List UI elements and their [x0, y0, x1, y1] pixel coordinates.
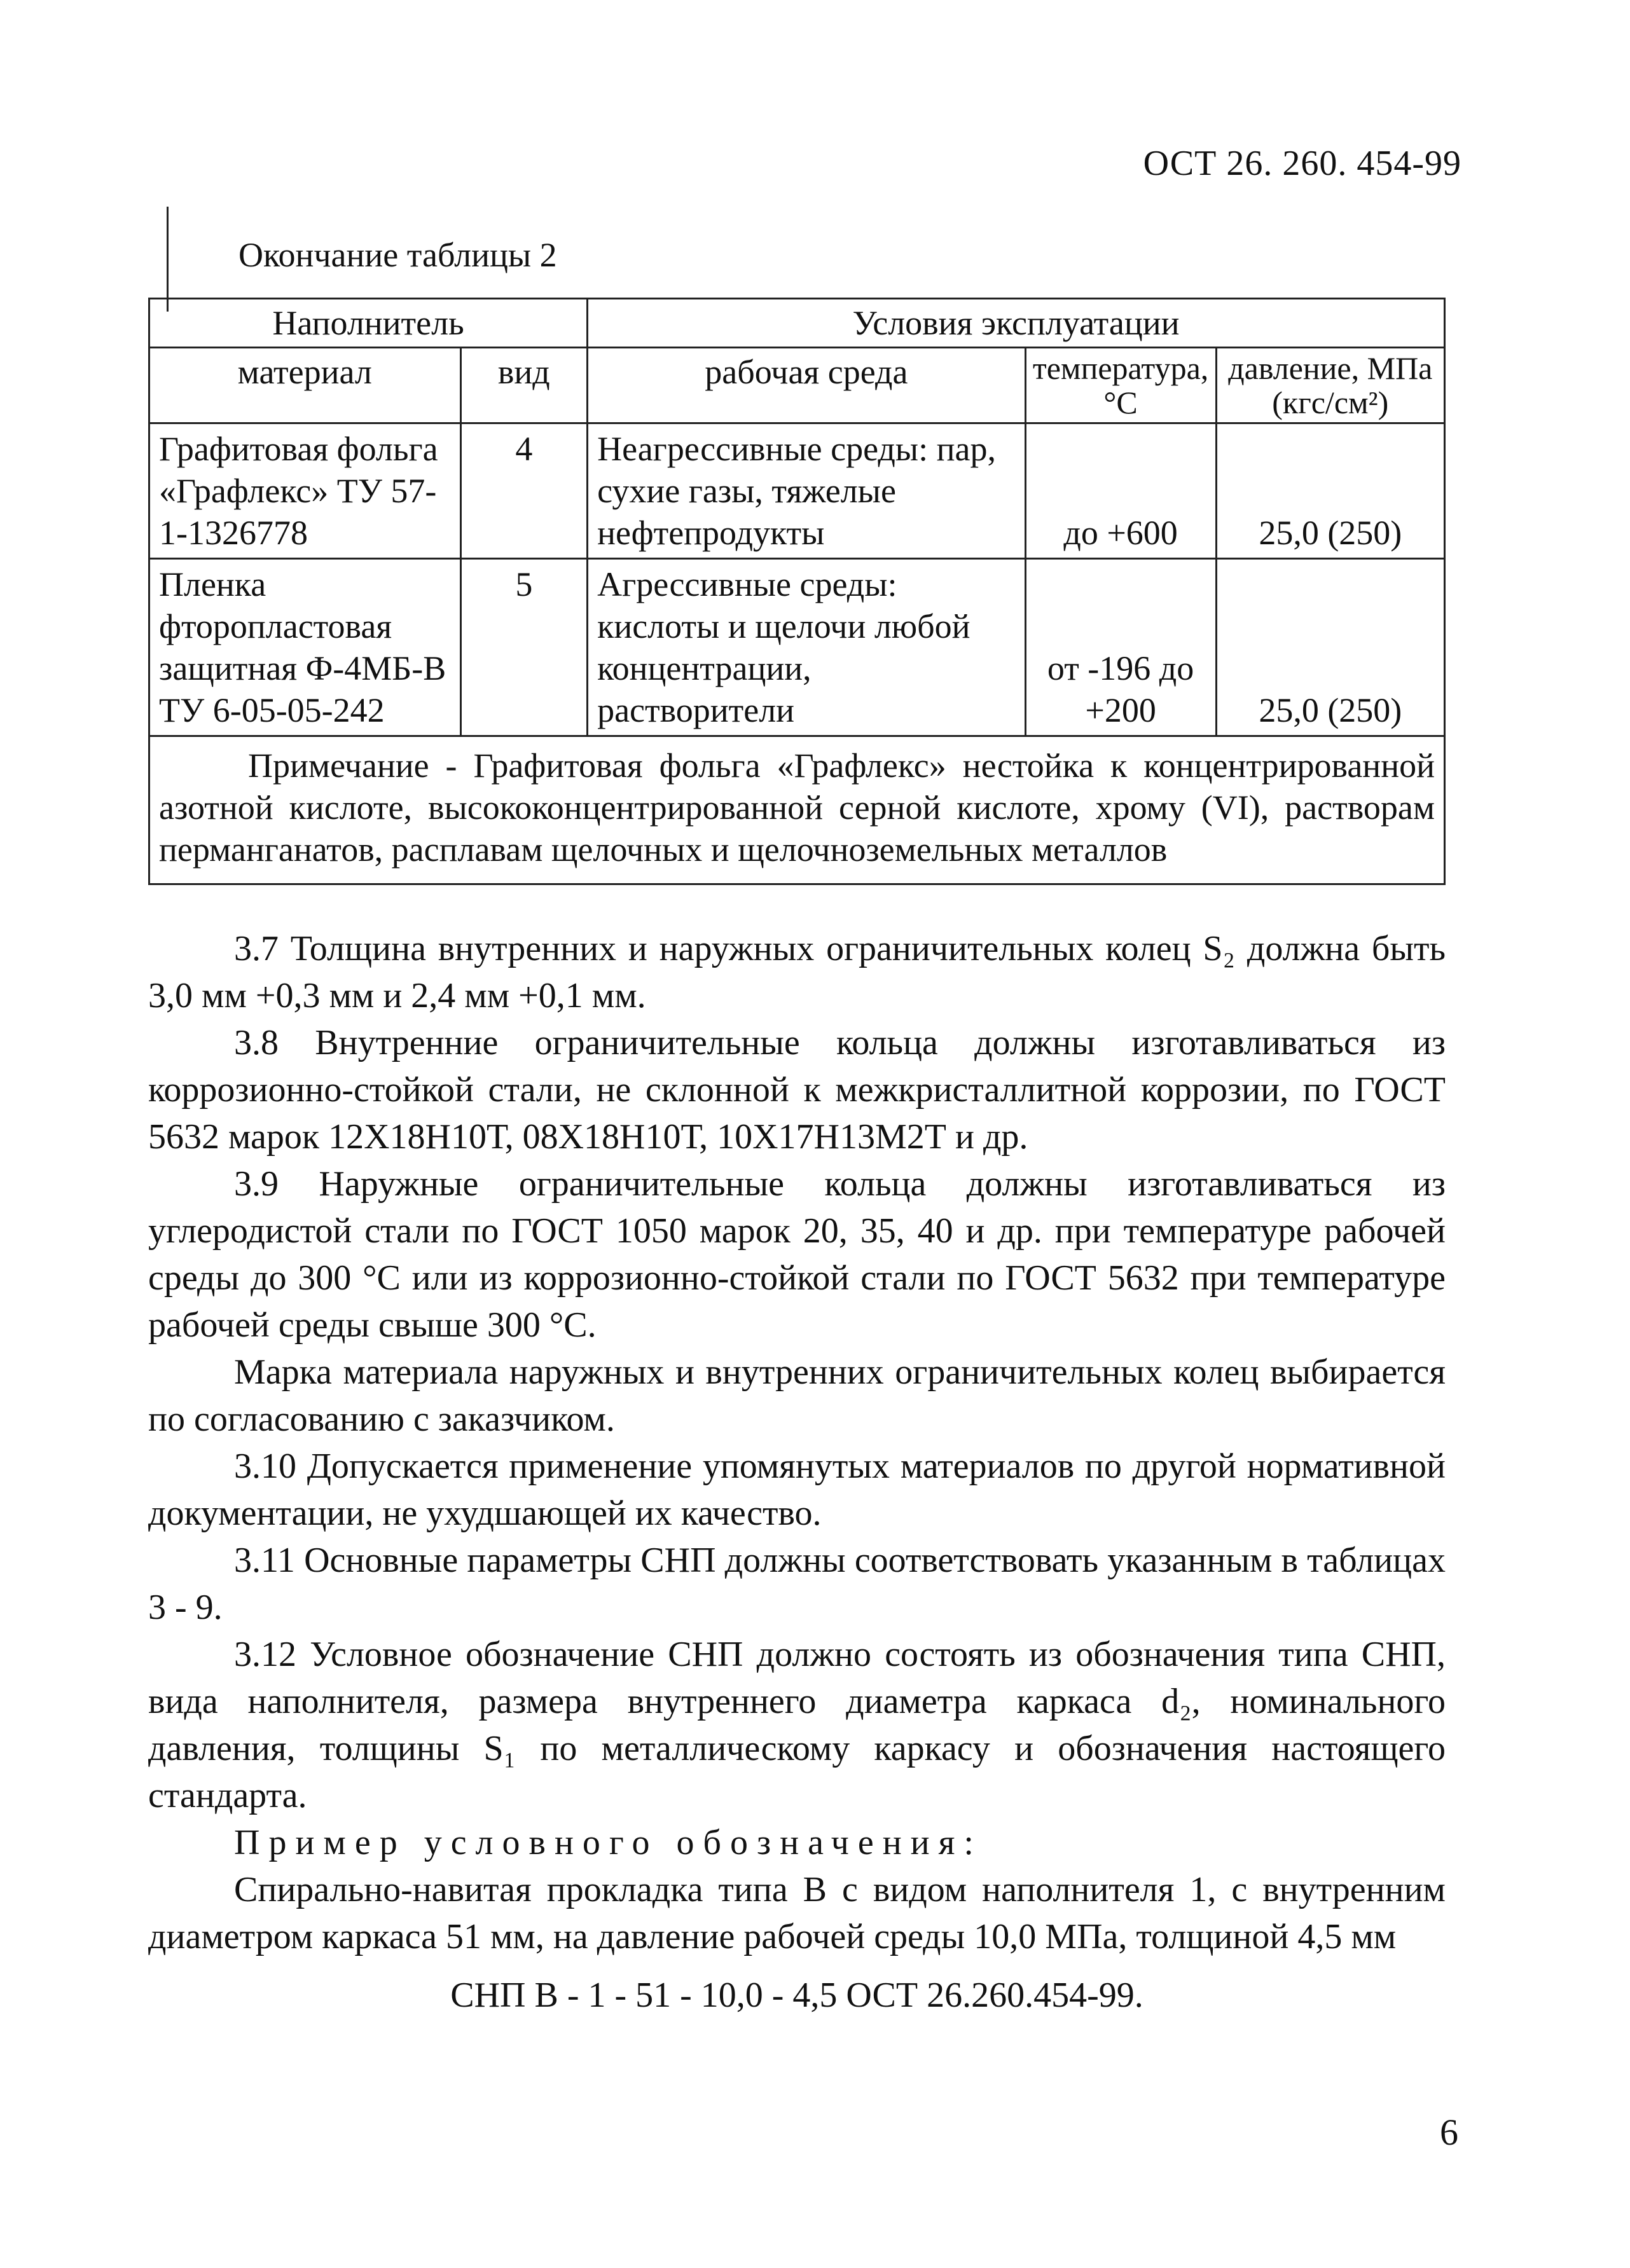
row-material: Пленка фторопластовая защитная Ф-4МБ-В ТУ 6-05-05-242: [149, 559, 461, 736]
example-text: Спирально-навитая прокладка типа В с видом наполнителя 1, с внутренним диаметром каркаса 51 мм, на давление рабочей среды 10,0 МПа, толщиной 4,5 мм: [148, 1870, 1446, 1956]
header-pressure: давление, МПа (кгс/см²): [1216, 348, 1444, 423]
row-kind: 4: [460, 423, 588, 559]
table-subheader-row: [149, 348, 1445, 423]
header-material: материал: [149, 348, 461, 423]
body-text: [148, 925, 1446, 2019]
table-caption: Окончание таблицы 2: [238, 236, 557, 274]
row-medium: Агрессивные среды: кислоты и щелочи любой концентрации, растворители: [588, 559, 1026, 736]
header-kind: вид: [460, 348, 588, 423]
paragraph-3-7: 3.7 Толщина внутренних и наружных ограничительных колец S₂ должна быть 3,0 мм +0,3 мм и 2,4 мм +0,1 мм.: [148, 929, 1446, 1015]
table-note-row: [149, 736, 1445, 884]
paragraph-3-12: 3.12 Условное обозначение СНП должно состоять из обозначения типа СНП, вида наполнителя, размера внутреннего диаметра каркаса d₂, номинального давления, толщины S₁ по металлическому каркасу и обозначения настоящего стандарта.: [148, 1635, 1446, 1815]
example-title: Пример условного обозначения:: [234, 1823, 983, 1862]
header-conditions: Условия эксплуатации: [588, 299, 1445, 348]
header-filler: Наполнитель: [149, 299, 588, 348]
row-material: Графитовая фольга «Графлекс» ТУ 57-1-1326778: [149, 423, 461, 559]
paragraph-3-11: 3.11 Основные параметры СНП должны соответствовать указанным в таблицах 3 - 9.: [148, 1541, 1446, 1627]
row-temperature: до +600: [1025, 423, 1216, 559]
document-number: ОСТ 26. 260. 454-99: [1143, 144, 1461, 183]
page-number: 6: [1440, 2112, 1458, 2153]
table-note: Примечание - Графитовая фольга «Графлекс» нестойка к концентрированной азотной кислоте, высококонцентрированной серной кислоте, хрому (VI), растворам перманганатов, расплавам щелочных и щелочноземельных металлов: [149, 736, 1445, 884]
row-pressure: 25,0 (250): [1216, 423, 1444, 559]
header-temperature: температура, °С: [1025, 348, 1216, 423]
table-header-row: [149, 299, 1445, 348]
paragraph-3-8: 3.8 Внутренние ограничительные кольца должны изготавливаться из коррозионно-стойкой стали, не склонной к межкристаллитной коррозии, по ГОСТ 5632 марок 12Х18Н10Т, 08Х18Н10Т, 10Х17Н13М2Т и др.: [148, 1023, 1446, 1157]
table-row: [149, 559, 1445, 736]
paragraph-3-9-continued: Марка материала наружных и внутренних ограничительных колец выбирается по согласованию с заказчиком.: [148, 1352, 1446, 1439]
row-medium: Неагрессивные среды: пар, сухие газы, тяжелые нефтепродукты: [588, 423, 1026, 559]
row-pressure: 25,0 (250): [1216, 559, 1444, 736]
header-medium: рабочая среда: [588, 348, 1026, 423]
table-row: [149, 423, 1445, 559]
filler-table: [148, 298, 1446, 885]
paragraph-3-9: 3.9 Наружные ограничительные кольца должны изготавливаться из углеродистой стали по ГОСТ 1050 марок 20, 35, 40 и др. при температуре рабочей среды до 300 °С или из коррозионно-стойкой стали по ГОСТ 5632 при температуре рабочей среды свыше 300 °С.: [148, 1164, 1446, 1345]
example-designation: СНП В - 1 - 51 - 10,0 - 4,5 ОСТ 26.260.454-99.: [450, 1976, 1143, 2015]
row-kind: 5: [460, 559, 588, 736]
row-temperature: от -196 до +200: [1025, 559, 1216, 736]
margin-line: [167, 207, 169, 312]
paragraph-3-10: 3.10 Допускается применение упомянутых материалов по другой нормативной документации, не ухудшающей их качество.: [148, 1447, 1446, 1533]
